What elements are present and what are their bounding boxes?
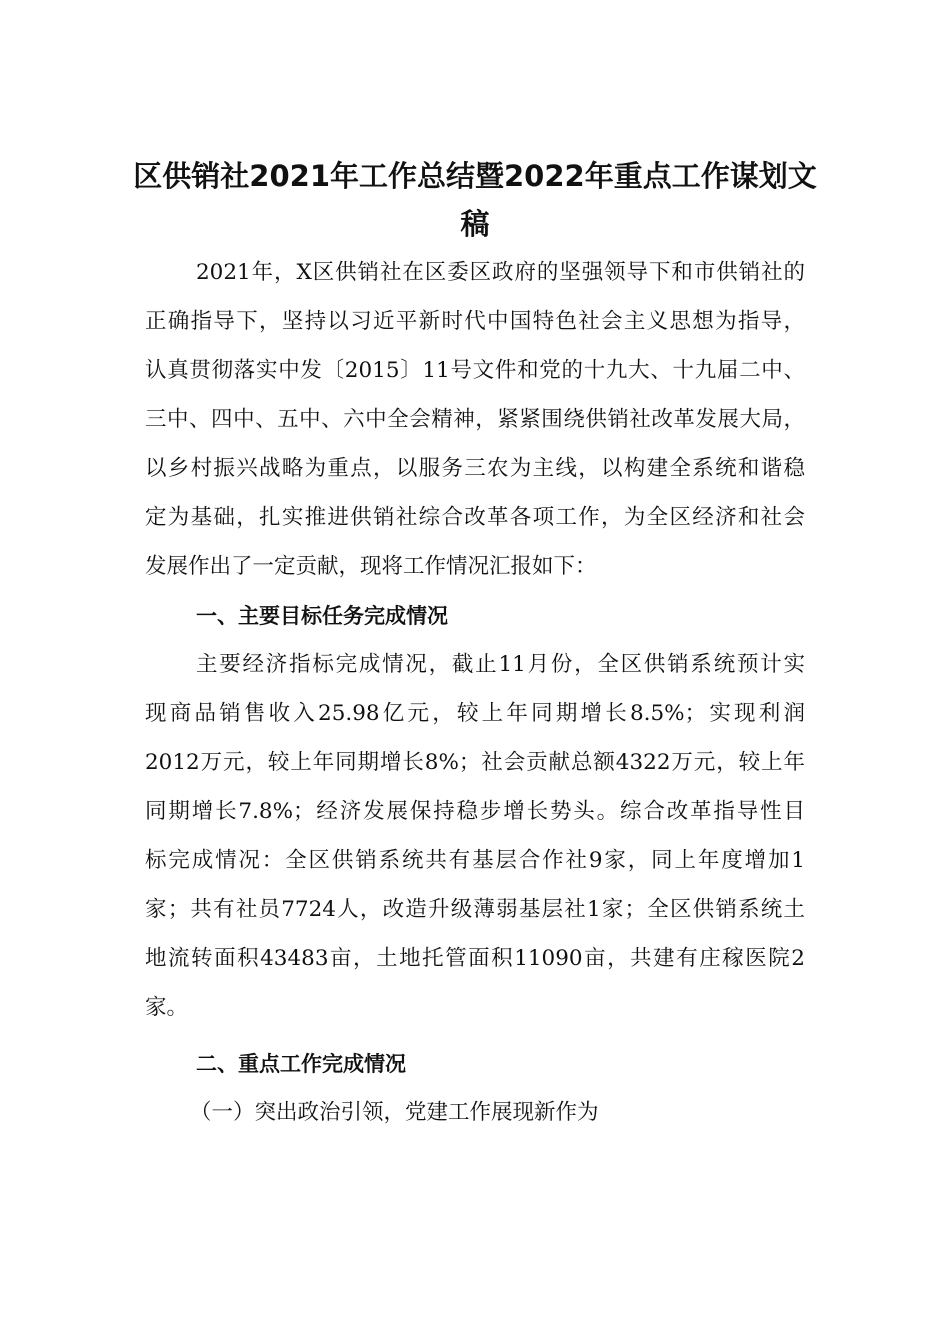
intro-line: 三中、四中、五中、六中全会精神，紧紧围绕供销社改革发展大局， <box>145 407 805 432</box>
section1-line: 家；共有社员7724人，改造升级薄弱基层社1家；全区供销系统土 <box>145 897 805 922</box>
document-title-line2: 稿 <box>460 207 490 241</box>
section1-line: 家。 <box>145 995 189 1020</box>
intro-line: 发展作出了一定贡献，现将工作情况汇报如下： <box>145 554 597 579</box>
section1-line: 地流转面积43483亩，土地托管面积11090亩，共建有庄稼医院2 <box>145 946 805 971</box>
section2-subheading: （一）突出政治引领，党建工作展现新作为 <box>190 1100 599 1125</box>
section1-line: 同期增长7.8%；经济发展保持稳步增长势头。综合改革指导性目 <box>145 799 805 824</box>
section1-heading: 一、主要目标任务完成情况 <box>196 604 448 628</box>
section1-line: 2012万元，较上年同期增长8%；社会贡献总额4322万元，较上年 <box>145 750 805 775</box>
intro-line: 正确指导下，坚持以习近平新时代中国特色社会主义思想为指导， <box>145 309 805 334</box>
section1-line: 主要经济指标完成情况，截止11月份，全区供销系统预计实 <box>196 652 805 677</box>
section1-line: 现商品销售收入25.98亿元，较上年同期增长8.5%；实现利润 <box>145 701 805 726</box>
intro-line: 定为基础，扎实推进供销社综合改革各项工作，为全区经济和社会 <box>145 505 805 530</box>
document-title-line1: 区供销社2021年工作总结暨2022年重点工作谋划文 <box>133 159 817 193</box>
intro-line: 以乡村振兴战略为重点，以服务三农为主线，以构建全系统和谐稳 <box>145 456 805 481</box>
intro-line: 2021年，X区供销社在区委区政府的坚强领导下和市供销社的 <box>196 260 805 285</box>
section2-heading: 二、重点工作完成情况 <box>196 1052 406 1076</box>
intro-line: 认真贯彻落实中发〔2015〕11号文件和党的十九大、十九届二中、 <box>145 358 805 383</box>
section1-line: 标完成情况：全区供销系统共有基层合作社9家，同上年度增加1 <box>145 848 805 873</box>
